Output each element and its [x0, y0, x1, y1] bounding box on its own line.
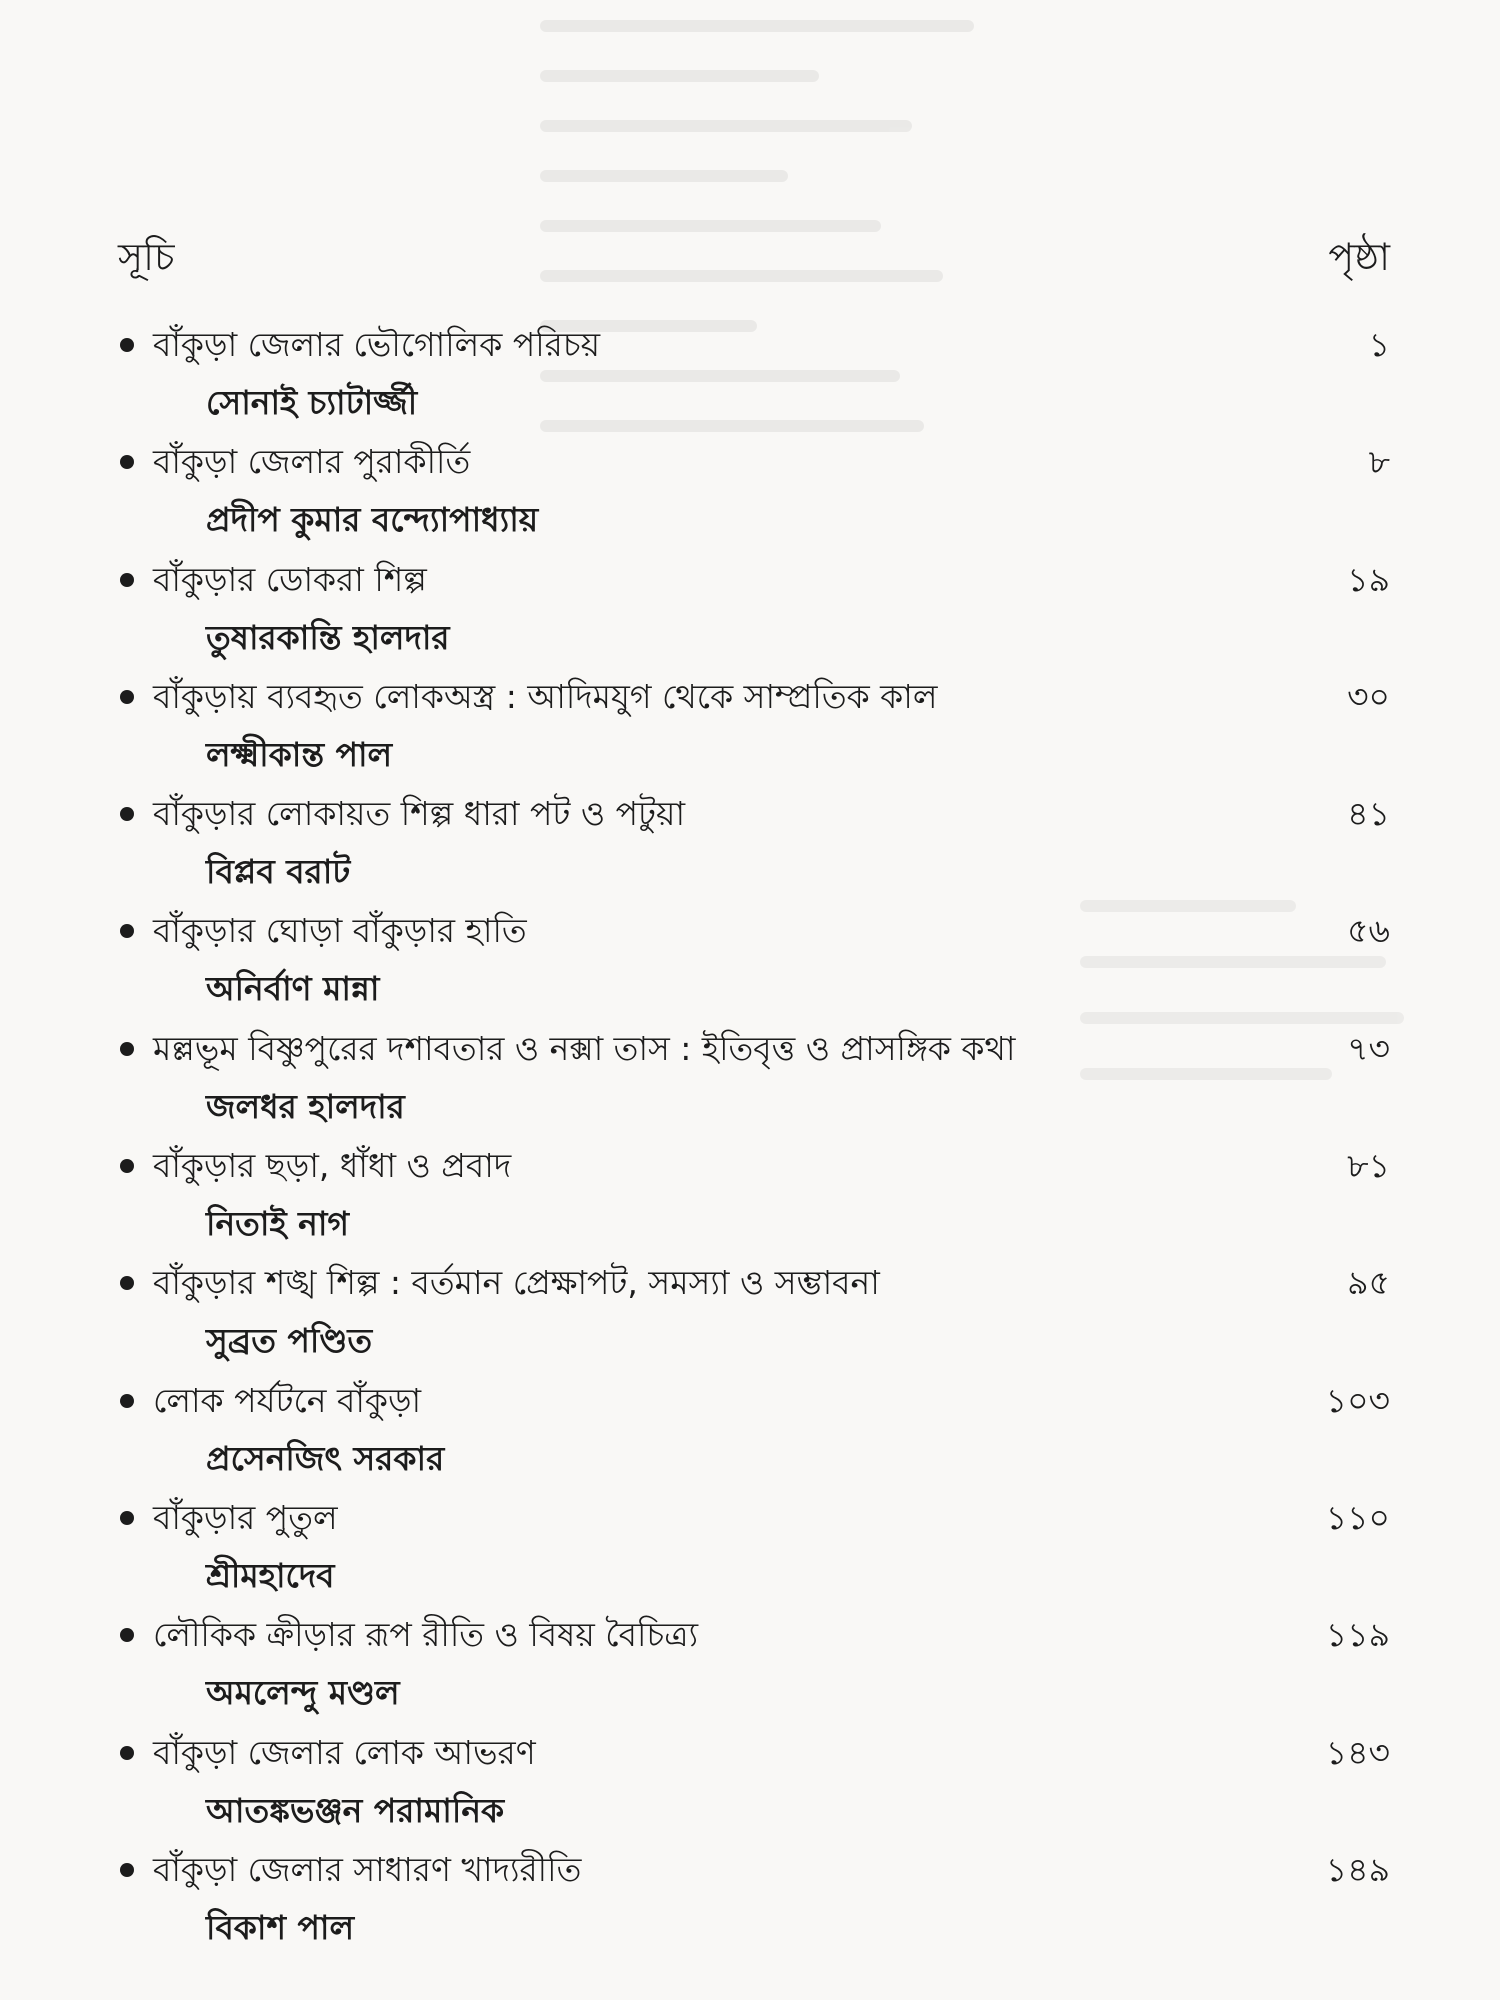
bullet-icon [120, 1628, 134, 1642]
entry-title: বাঁকুড়ায় ব্যবহৃত লোকঅস্ত্র : আদিমযুগ থেকে সাম্প্রতিক কাল [153, 676, 938, 716]
entry-page-number: ১৪৯ [1325, 1849, 1390, 1889]
entry-title: বাঁকুড়ার ঘোড়া বাঁকুড়ার হাতি [153, 911, 527, 951]
bullet-icon [120, 1159, 134, 1173]
entry-author: বিপ্লব বরাট [206, 852, 351, 892]
bullet-icon [120, 338, 134, 352]
bullet-icon [120, 1276, 134, 1290]
toc-title: সূচি [118, 235, 175, 279]
toc-entry [118, 1730, 1390, 1847]
entry-author: আতঙ্কভঞ্জন পরামানিক [206, 1790, 505, 1830]
entry-author: প্রদীপ কুমার বন্দ্যোপাধ্যায় [206, 500, 539, 540]
entry-author: প্রসেনজিৎ সরকার [206, 1438, 445, 1478]
bullet-icon [120, 1394, 134, 1408]
entry-title: মল্লভূম বিষ্ণুপুরের দশাবতার ও নক্সা তাস : ইতিবৃত্ত ও প্রাসঙ্গিক কথা [153, 1028, 1016, 1068]
entry-page-number: ১৯ [1347, 559, 1390, 599]
entry-title: বাঁকুড়া জেলার পুরাকীর্তি [153, 442, 471, 482]
entry-page-number: ১০৩ [1325, 1380, 1390, 1420]
entry-title: লৌকিক ক্রীড়ার রূপ রীতি ও বিষয় বৈচিত্র্য [153, 1615, 699, 1655]
toc-entry [118, 908, 1390, 1025]
entry-author: অনির্বাণ মান্না [206, 969, 380, 1009]
entry-title: বাঁকুড়া জেলার সাধারণ খাদ্যরীতি [153, 1849, 582, 1889]
bullet-icon [120, 924, 134, 938]
bullet-icon [120, 455, 134, 469]
entry-page-number: ১ [1368, 325, 1390, 364]
entry-author: লক্ষ্মীকান্ত পাল [206, 734, 393, 774]
entry-author: জলধর হালদার [206, 1086, 405, 1126]
entry-author: শ্রীমহাদেব [206, 1555, 335, 1595]
bullet-icon [120, 573, 134, 587]
entry-title: বাঁকুড়া জেলার লোক আভরণ [153, 1732, 536, 1772]
entry-title: বাঁকুড়ার লোকায়ত শিল্প ধারা পট ও পটুয়া [153, 794, 686, 834]
bullet-icon [120, 1863, 134, 1877]
bullet-icon [120, 1511, 134, 1525]
entry-page-number: ১৪৩ [1325, 1732, 1390, 1772]
toc-entry [118, 557, 1390, 674]
bullet-icon [120, 1042, 134, 1056]
entry-page-number: ৪১ [1347, 794, 1390, 834]
entry-page-number: ৫৬ [1347, 911, 1390, 951]
entry-page-number: ১১০ [1325, 1497, 1390, 1537]
toc-entry [118, 1143, 1390, 1260]
entry-author: বিকাশ পাল [206, 1907, 355, 1947]
bullet-icon [120, 807, 134, 821]
toc-entry [118, 1495, 1390, 1612]
entry-page-number: ৩০ [1347, 676, 1390, 716]
entry-page-number: ১১৯ [1325, 1615, 1390, 1655]
entry-title: বাঁকুড়ার ডোকরা শিল্প [153, 559, 427, 599]
toc-list [118, 322, 1390, 1964]
toc-entry [118, 1612, 1390, 1729]
entry-author: অমলেন্দু মণ্ডল [206, 1673, 400, 1713]
toc-entry [118, 791, 1390, 908]
toc-entry [118, 1378, 1390, 1495]
toc-entry [118, 1026, 1390, 1143]
entry-title: বাঁকুড়ার পুতুল [153, 1497, 338, 1537]
entry-title: বাঁকুড়া জেলার ভৌগোলিক পরিচয় [153, 325, 601, 364]
entry-author: তুষারকান্তি হালদার [206, 617, 450, 657]
toc-entry [118, 439, 1390, 556]
bullet-icon [120, 690, 134, 704]
toc-entry [118, 322, 1390, 439]
entry-page-number: ৭৩ [1347, 1028, 1390, 1068]
entry-title: লোক পর্যটনে বাঁকুড়া [153, 1380, 422, 1420]
toc-entry [118, 674, 1390, 791]
bullet-icon [120, 1746, 134, 1760]
entry-page-number: ৯৫ [1347, 1263, 1390, 1303]
entry-author: সোনাই চ্যাটার্জ্জী [206, 383, 418, 422]
toc-entry [118, 1260, 1390, 1377]
page-column-label: পৃষ্ঠা [1328, 235, 1390, 279]
entry-author: সুব্রত পণ্ডিত [206, 1321, 373, 1361]
toc-header [118, 228, 1390, 288]
entry-page-number: ৮১ [1347, 1146, 1390, 1186]
entry-title: বাঁকুড়ার শঙ্খ শিল্প : বর্তমান প্রেক্ষাপট, সমস্যা ও সম্ভাবনা [153, 1263, 880, 1303]
entry-page-number: ৮ [1368, 442, 1390, 482]
entry-title: বাঁকুড়ার ছড়া, ধাঁধা ও প্রবাদ [153, 1146, 512, 1186]
entry-author: নিতাই নাগ [206, 1204, 350, 1244]
toc-entry [118, 1847, 1390, 1964]
